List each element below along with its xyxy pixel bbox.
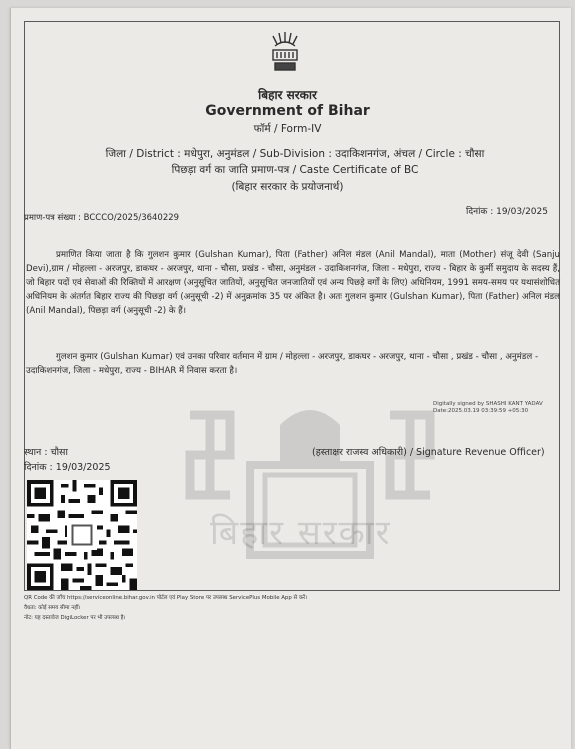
digital-signature xyxy=(433,401,543,415)
gov-title-english: Government of Bihar xyxy=(205,103,370,119)
certificate-body-paragraph: प्रमाणित किया जाता है कि गुलशन कुमार (Gulshan Kumar), पिता (Father) अनिल मंडल (Anil Mandal), माता (Mother) संजू देवी (Sanju Devi),ग्राम / मोहल्ला - अरजपुर, डाकघर - अरजपुर, थाना - चौसा, प्रखंड - चौसा, अनुमंडल - उदाकिशनगंज, जिला - मधेपुरा, राज्य - बिहार के कुर्मी समुदाय के सदस्य हैं, जो बिहार पदों एवं सेवाओं की रिक्तियों में आरक्षण (अनुसूचित जातियों, अनुसूचित जनजातियों एवं अन्य पिछड़े वर्गों के लिए) अधिनियम, 1991 समय-समय पर यथासंशोधित अधिनियम के अंतर्गत बिहार राज्य की पिछड़ा वर्ग (अनुसूची -2) में अनुक्रमांक 35 पर अंकित है। अतः गुलशन कुमार (Gulshan Kumar), पिता (Father) अनिल मंडल (Anil Mandal), पिछड़ा वर्ग (अनुसूची -2) के हैं। xyxy=(26,250,560,316)
residence-paragraph: गुलशन कुमार (Gulshan Kumar) एवं उनका परिवार वर्तमान में ग्राम / मोहल्ला - अरजपुर, डाकघर - अरजपुर, थाना - चौसा , प्रखंड - चौसा , अनुमंडल - उदाकिशनगंज, जिला - मधेपुरा, राज्य - BIHAR में निवास करता है। xyxy=(26,352,539,376)
district-info xyxy=(60,146,530,178)
watermark-text: बिहार सरकार xyxy=(210,513,392,553)
qr-verification-note: QR Code की जाँच https://serviceonline.bihar.gov.in पोर्टल एवं Play Store पर उपलब्ध ServicePlus Mobile App से करें। xyxy=(24,595,308,601)
form-number: फॉर्म / Form-IV xyxy=(253,123,322,135)
place: स्थान : चौसा xyxy=(24,447,68,458)
gov-title-hindi: बिहार सरकार xyxy=(258,88,317,102)
footer-date: दिनांक : 19/03/2025 xyxy=(24,462,111,473)
certificate-title: पिछड़ा वर्ग का जाति प्रमाण-पत्र / Caste Certificate of BC xyxy=(171,164,419,176)
digital-signature-date: Date:2025.03.19 03:39:59 +05:30 xyxy=(433,408,529,414)
qr-code xyxy=(26,480,138,590)
certificate-purpose: (बिहार सरकार के प्रयोजनार्थ) xyxy=(231,181,344,193)
certificate-number: प्रमाण-पत्र संख्या : BCCCO/2025/3640229 xyxy=(24,213,180,223)
bihar-emblem-logo xyxy=(265,30,305,75)
validity-note: वैधता: कोई समय सीमा नहीं। xyxy=(24,605,81,611)
signatory-label: (हस्ताक्षर राजस्व अधिकारी) / Signature Revenue Officer) xyxy=(312,447,545,458)
digilocker-note: नोट: यह दस्तावेज DigiLocker पर भी उपलब्ध है। xyxy=(24,615,126,621)
issue-date: दिनांक : 19/03/2025 xyxy=(466,207,548,217)
digital-signature-signer: Digitally signed by SHASHI KANT YADAV xyxy=(433,401,543,407)
district-line: जिला / District : मधेपुरा, अनुमंडल / Sub-Division : उदाकिशनगंज, अंचल / Circle : चौसा xyxy=(105,148,485,160)
